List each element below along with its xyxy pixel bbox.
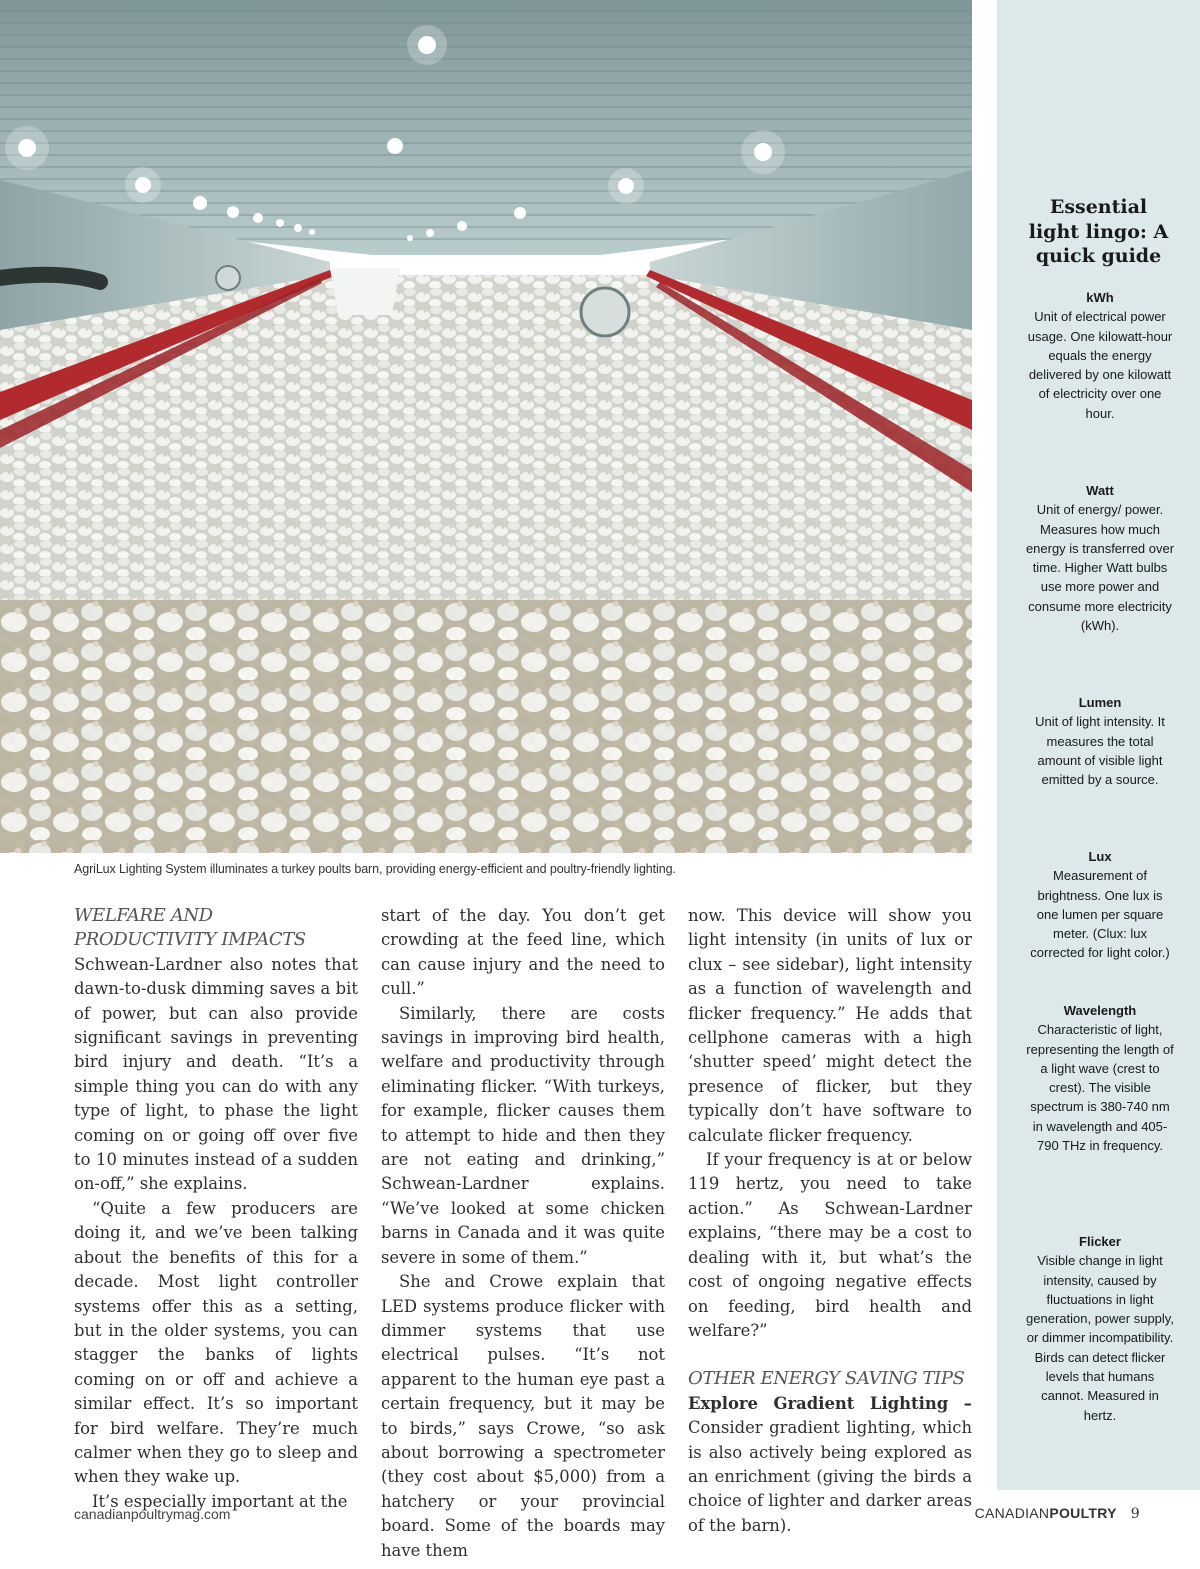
article-column-1: [74, 904, 358, 1514]
run-in-heading: Explore Gradient Lighting –: [688, 1393, 972, 1413]
paragraph: Schwean-Lardner also notes that dawn-to-dusk dimming saves a bit of power, but can also provide significant savings in preventing bird injury and death. “It’s a simple thing you can do with any type of light, to phase the light coming on or going off over five to 10 minutes instead of a sudden on-off,” she explains.: [74, 954, 358, 1194]
brand-bold: POULTRY: [1049, 1505, 1117, 1521]
paragraph: “Quite a few producers are doing it, and we’ve been talking about the benefits of this for a decade. Most light controller systems offer this as a setting, but in the older systems, you can stagger the banks of lights coming on or off and achieve a similar effect. It’s so important for bird welfare. They’re much calmer when they go to sleep and when they wake up.: [74, 1198, 358, 1487]
paragraph: Similarly, there are costs savings in improving bird health, welfare and productivity through eliminating flicker. “With turkeys, for example, flicker causes them to attempt to hide and then they are not eating and drinking,” Schwean-Lardner explains. “We’ve looked at some chicken barns in Canada and it was quite severe in some of them.”: [381, 1003, 665, 1267]
glossary-term-lumen: Lumen Unit of light intensity. It measures the total amount of visible light emitted by a source.: [1035, 695, 1165, 788]
glossary-term-kwh: kWh Unit of electrical power usage. One kilowatt-hour equals the energy delivered by one kilowatt of electricity over one hour.: [1027, 290, 1173, 421]
sidebar-title: Essential light lingo: A quick guide: [1028, 196, 1169, 267]
barn-photo: [0, 0, 972, 853]
footer-folio: [975, 1505, 1140, 1522]
footer-website: canadianpoultrymag.com: [74, 1506, 231, 1522]
brand-light: CANADIAN: [974, 1505, 1050, 1521]
glossary-term-lux: Lux Measurement of brightness. One lux is one lumen per square meter. (Clux: lux corrected for light color.): [1030, 849, 1170, 961]
paragraph: If your frequency is at or below 119 hertz, you need to take action.” As Schwean-Lardner explains, “there may be a cost to dealing with it, but what’s the cost of ongoing negative effects on feeding, bird health and welfare?”: [688, 1150, 972, 1340]
glossary-term-watt: Watt Unit of energy/ power. Measures how much energy is transferred over time. Higher Watt bulbs use more power and consume more electricity (kWh).: [1025, 483, 1175, 634]
glossary-sidebar: [997, 0, 1200, 1490]
paragraph: now. This device will show you light intensity (in units of lux or clux – see sidebar), light intensity as a function of wavelength and flicker frequency.” He adds that cellphone cameras with a high ‘shutter speed’ might detect the presence of flicker, but they typically don’t have software to calculate flicker frequency.: [688, 906, 972, 1145]
page-number: 9: [1130, 1506, 1140, 1522]
photo-caption: AgriLux Lighting System illuminates a turkey poults barn, providing energy-efficient and poultry-friendly lighting.: [74, 862, 676, 876]
section-subhead: OTHER ENERGY SAVING TIPS: [688, 1368, 965, 1390]
article-column-2: [381, 904, 665, 1563]
paragraph: Explore Gradient Lighting – Consider gradient lighting, which is also actively being explored as an enrichment (giving the birds a choice of lighter and darker areas of the barn).: [688, 1393, 972, 1535]
glossary-term-wavelength: Wavelength Characteristic of light, representing the length of a light wave (crest to crest). The visible spectrum is 380-740 nm in wavelength and 405-790 THz in frequency.: [1026, 1003, 1174, 1154]
article-column-3: [688, 904, 972, 1538]
turkey-barn-image: [0, 0, 972, 853]
paragraph: start of the day. You don’t get crowding at the feed line, which can cause injury and the need to cull.”: [381, 906, 665, 999]
paragraph: She and Crowe explain that LED systems produce flicker with dimmer systems that use electrical pulses. “It’s not apparent to the human eye past a certain frequency, but it may be to birds,” says Crowe, “so ask about borrowing a spectrometer (they cost about $5,000) from a hatchery or your provincial board. Some of the boards may have them: [381, 1272, 665, 1560]
paragraph: It’s especially important at the: [92, 1491, 348, 1511]
glossary-term-flicker: Flicker Visible change in light intensity, caused by fluctuations in light generation, power supply, or dimmer incompatibility. Birds can detect flicker levels that humans cannot. Measured in hertz.: [1026, 1234, 1174, 1423]
section-subhead: WELFARE AND PRODUCTIVITY IMPACTS: [74, 905, 306, 951]
